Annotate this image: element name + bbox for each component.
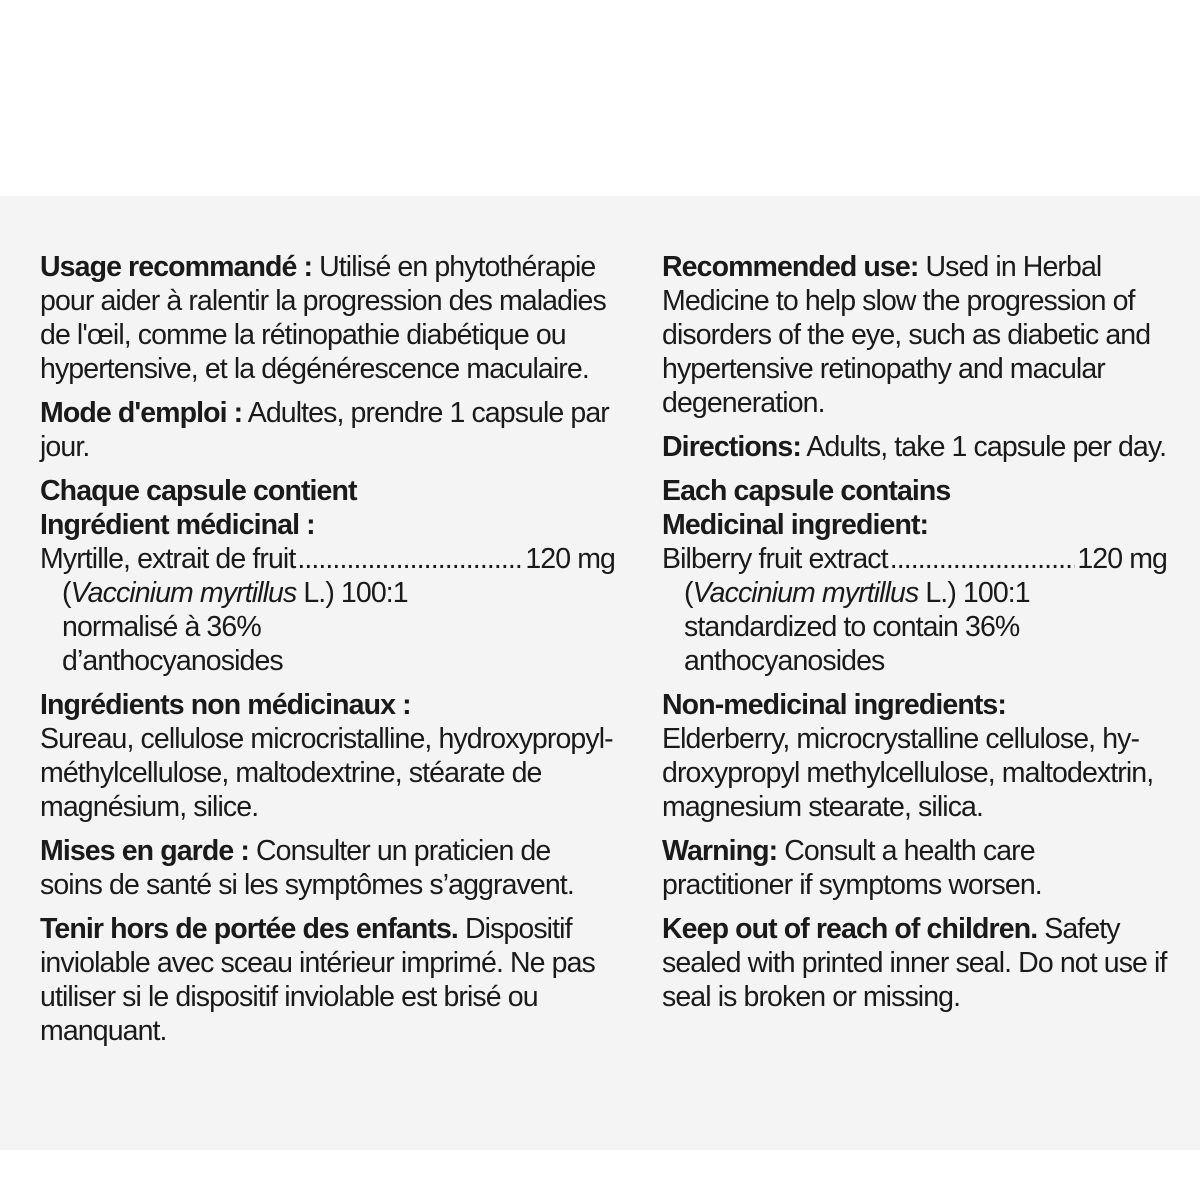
en-dot-leader	[890, 542, 1076, 576]
fr-ingredient-name: Myrtille, extrait de fruit	[40, 543, 296, 575]
fr-latin-rest: L.) 100:1	[296, 577, 408, 609]
fr-warning-text: Consulter un praticien de soins de santé si les symptômes s’aggravent.	[40, 835, 574, 901]
en-usage-label: Recommended use:	[662, 251, 919, 283]
fr-ingredient-row	[40, 542, 615, 576]
fr-non-medicinal-label: Ingrédients non médicinaux :	[40, 689, 411, 721]
en-ingredient-amount: 120 mg	[1077, 543, 1167, 575]
en-directions-text: Adults, take 1 capsule per day.	[800, 431, 1167, 463]
en-keep-out-text: Safety sealed with printed inner seal. Do not use if seal is broken or missing.	[662, 913, 1167, 1013]
fr-latin-line	[40, 576, 615, 610]
en-keep-out-label: Keep out of reach of children.	[662, 913, 1038, 945]
en-warning	[662, 834, 1167, 902]
fr-latin-open: (	[62, 577, 71, 609]
fr-medicinal-heading: Ingrédient médicinal :	[40, 509, 315, 541]
label-panel	[0, 196, 1200, 1150]
en-ingredient-line3: anthocyanosides	[684, 645, 885, 677]
fr-keep-out-label: Tenir hors de portée des enfants.	[40, 913, 458, 945]
en-keep-out	[662, 912, 1167, 1014]
fr-directions-text: Adultes, prendre 1 capsule par jour.	[40, 397, 609, 463]
fr-directions-label: Mode d'emploi :	[40, 397, 243, 429]
fr-directions	[40, 396, 615, 464]
fr-ingredient-amount: 120 mg	[525, 543, 615, 575]
english-column	[662, 250, 1167, 1024]
fr-keep-out	[40, 912, 615, 1048]
en-ingredients	[662, 474, 1167, 678]
fr-usage-text: Utilisé en phytothérapie pour aider à ralentir la progression des maladies de l'œil, comme la rétinopathie diabétique ou hypertensive, et la dégénérescence maculaire.	[40, 251, 606, 385]
en-usage	[662, 250, 1167, 420]
en-directions-label: Directions:	[662, 431, 801, 463]
fr-non-medicinal-text: Sureau, cellulose microcristalline, hydroxypropyl-méthylcellulose, maltodextrine, stéarate de magnésium, silice.	[40, 723, 613, 823]
fr-ingredient-line2: normalisé à 36%	[62, 611, 261, 643]
fr-ingredients	[40, 474, 615, 678]
fr-warning-label: Mises en garde :	[40, 835, 249, 867]
fr-keep-out-text: Dispositif inviolable avec sceau intérieur imprimé. Ne pas utiliser si le dispositif inviolable est brisé ou manquant.	[40, 913, 595, 1047]
fr-dot-leader	[297, 542, 523, 576]
en-non-medicinal-text: Elderberry, microcrystalline cellulose, hy-droxypropyl methylcellulose, maltodextrin, magnesium stearate, silica.	[662, 723, 1154, 823]
en-medicinal-heading: Medicinal ingredient:	[662, 509, 929, 541]
fr-usage	[40, 250, 615, 386]
en-ingredient-line2: standardized to contain 36%	[684, 611, 1020, 643]
fr-latin-name: Vaccinium myrtillus	[70, 577, 297, 609]
en-latin-line	[662, 576, 1167, 610]
en-warning-text: Consult a health care practitioner if symptoms worsen.	[662, 835, 1042, 901]
french-column	[40, 250, 615, 1058]
fr-non-medicinal	[40, 688, 615, 824]
en-usage-text: Used in Herbal Medicine to help slow the progression of disorders of the eye, such as diabetic and hypertensive retinopathy and macular degeneration.	[662, 251, 1151, 419]
fr-ingredient-line3: d’anthocyanosides	[62, 645, 283, 677]
en-directions	[662, 430, 1167, 464]
en-latin-open: (	[684, 577, 693, 609]
en-each-capsule: Each capsule contains	[662, 475, 951, 507]
en-non-medicinal-label: Non-medicinal ingredients:	[662, 689, 1006, 721]
en-warning-label: Warning:	[662, 835, 778, 867]
en-ingredient-row	[662, 542, 1167, 576]
en-latin-name: Vaccinium myrtillus	[692, 577, 919, 609]
en-non-medicinal	[662, 688, 1167, 824]
en-ingredient-name: Bilberry fruit extract	[662, 543, 888, 575]
en-latin-rest: L.) 100:1	[918, 577, 1030, 609]
fr-each-capsule: Chaque capsule contient	[40, 475, 357, 507]
fr-usage-label: Usage recommandé :	[40, 251, 313, 283]
fr-warning	[40, 834, 615, 902]
